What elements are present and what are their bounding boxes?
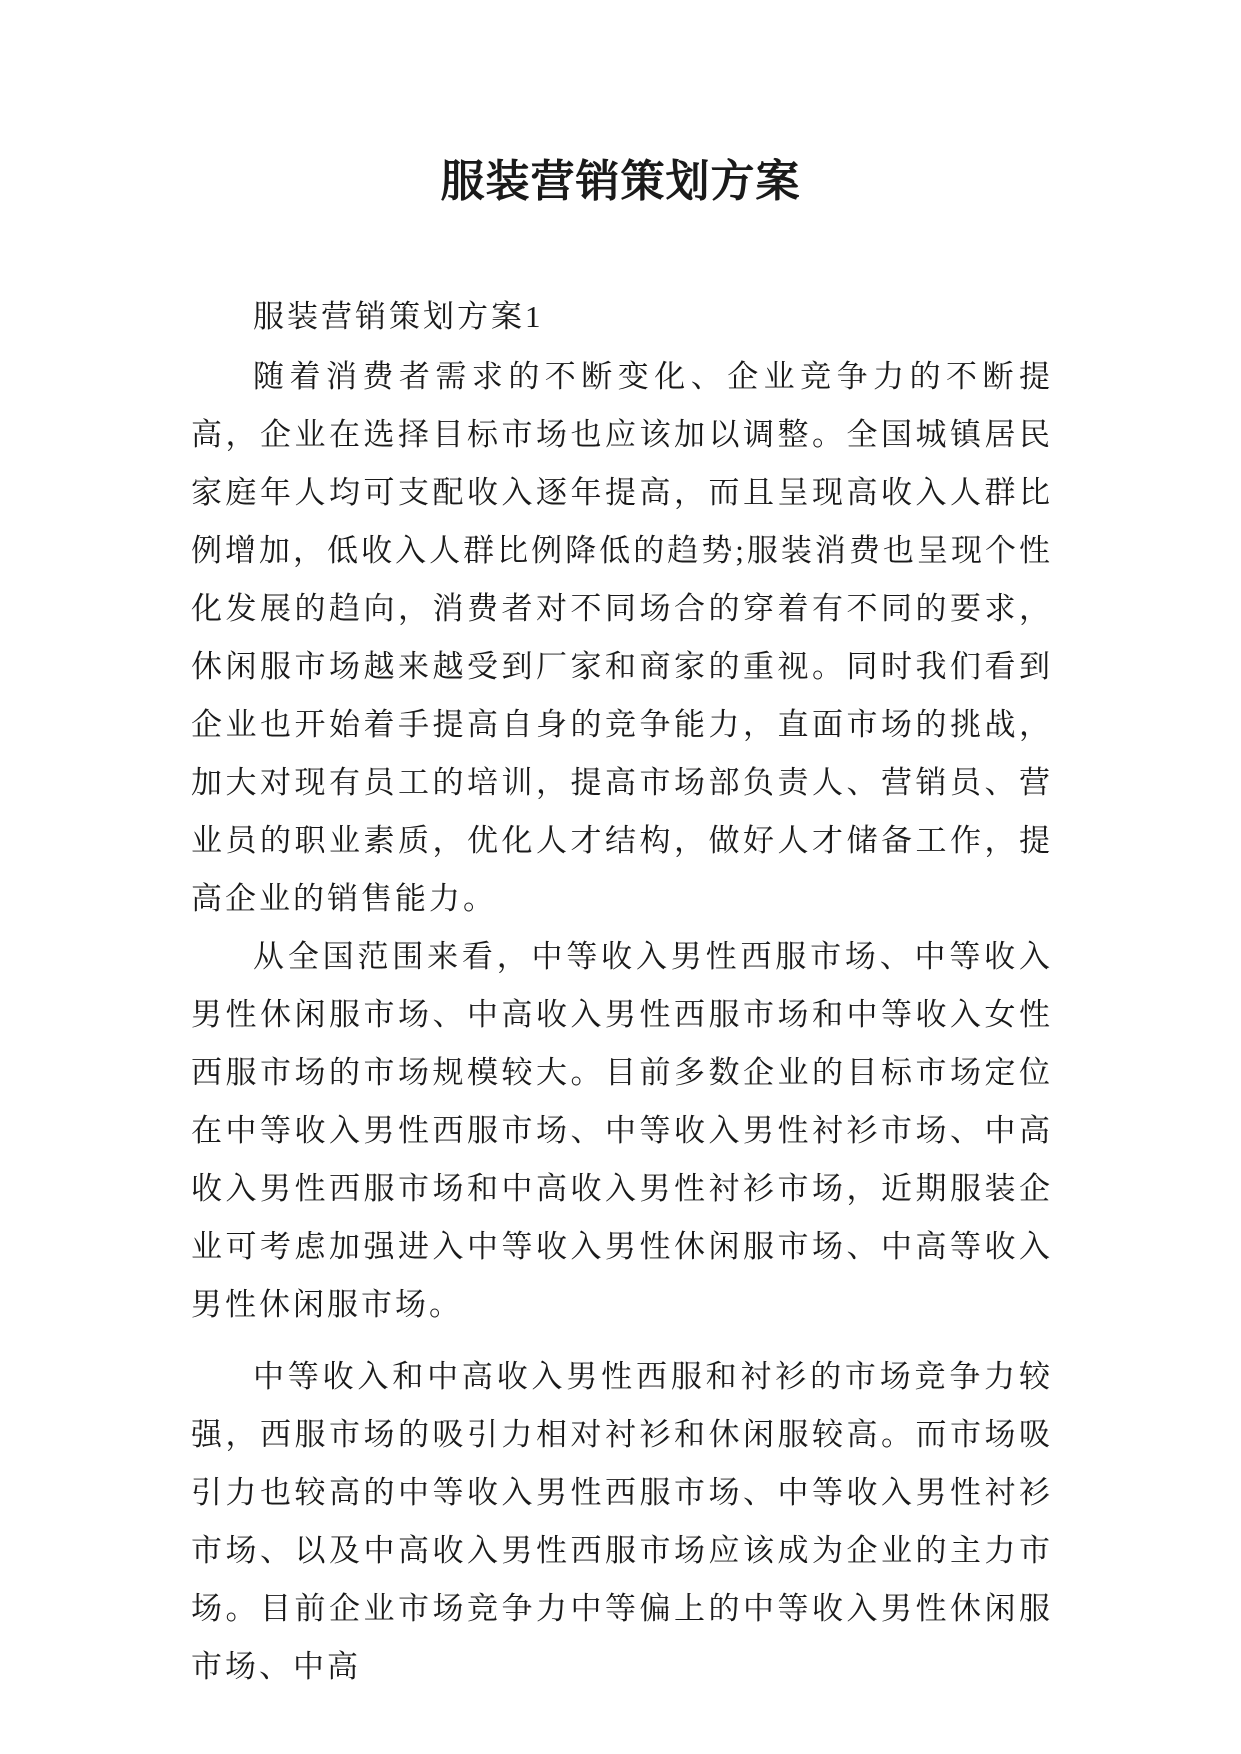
- paragraph-2: 从全国范围来看，中等收入男性西服市场、中等收入男性休闲服市场、中高收入男性西服市场和中等收入女性西服市场的市场规模较大。目前多数企业的目标市场定位在中等收入男性西服市场、中等收入男性衬衫市场、中高收入男性西服市场和中高收入男性衬衫市场，近期服装企业可考虑加强进入中等收入男性休闲服市场、中高等收入男性休闲服市场。: [191, 939, 1053, 1322]
- section-heading: 服装营销策划方案1: [253, 299, 544, 334]
- paragraph-1: 随着消费者需求的不断变化、企业竞争力的不断提高，企业在选择目标市场也应该加以调整。全国城镇居民家庭年人均可支配收入逐年提高，而且呈现高收入人群比例增加，低收入人群比例降低的趋势;服装消费也呈现个性化发展的趋向，消费者对不同场合的穿着有不同的要求，休闲服市场越来越受到厂家和商家的重视。同时我们看到企业也开始着手提高自身的竞争能力，直面市场的挑战，加大对现有员工的培训，提高市场部负责人、营销员、营业员的职业素质，优化人才结构，做好人才储备工作，提高企业的销售能力。: [191, 359, 1053, 916]
- document-body: [191, 288, 1053, 1696]
- paragraph-3: 中等收入和中高收入男性西服和衬衫的市场竞争力较强，西服市场的吸引力相对衬衫和休闲服较高。而市场吸引力也较高的中等收入男性西服市场、中等收入男性衬衫市场、以及中高收入男性西服市场应该成为企业的主力市场。目前企业市场竞争力中等偏上的中等收入男性休闲服市场、中高: [191, 1359, 1053, 1684]
- document-title: 服装营销策划方案: [440, 157, 801, 206]
